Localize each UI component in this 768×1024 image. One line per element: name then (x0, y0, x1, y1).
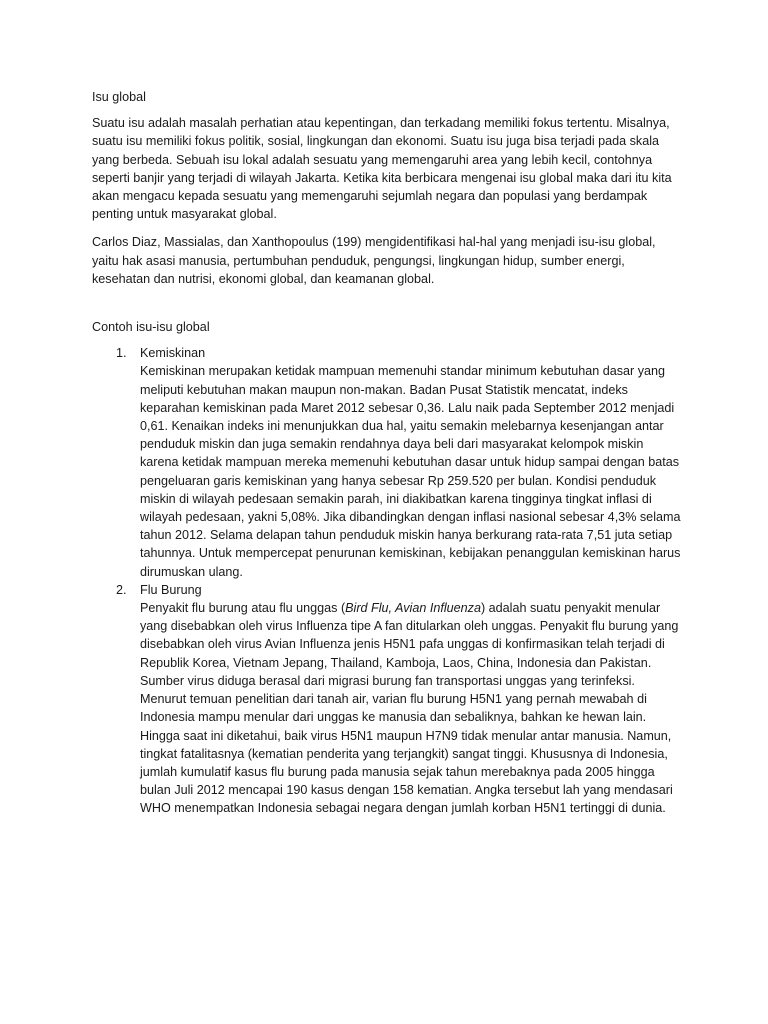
list-item-number: 2. (116, 582, 127, 597)
list-item-flu-burung (92, 581, 682, 818)
section-title: Contoh isu-isu global (92, 320, 210, 335)
list-item-number: 1. (116, 346, 127, 361)
list-item-body (140, 599, 682, 817)
body-text-end: ) adalah suatu penyakit menular yang disebabkan oleh virus Influenza tipe A fan ditularkan oleh unggas. Penyakit flu burung yang disebabkan oleh virus Avian Influenza jenis H5N1 pafa unggas di konfirmasikan telah terjadi di Republik Korea, Vietnam Jepang, Thailand, Kamboja, Laos, China, Indonesia dan Pakistan. Sumber virus diduga berasal dari migrasi burung fan transportasi unggas yang terinfeksi. Menurut temuan penelitian dari tanah air, varian flu burung H5N1 yang pernah mewabah di Indonesia mampu menular dari unggas ke manusia dan sebaliknya, bahkan ke hewan lain. Hingga saat ini diketahui, baik virus H5N1 maupun H7N9 tidak menular antar manusia. Namun, tingkat fatalitasnya (kematian penderita yang terjangkit) sangat tinggi. Khususnya di Indonesia, jumlah kumulatif kasus flu burung pada manusia sejak tahun merebaknya pada 2005 hingga bulan Juli 2012 mencapai 190 kasus dengan 158 kematian. Angka tersebut lah yang mendasari WHO menempatkan Indonesia sebagai negara dengan jumlah korban H5N1 tertinggi di dunia. (140, 601, 679, 816)
list-item-body: Kemiskinan merupakan ketidak mampuan memenuhi standar minimum kebutuhan dasar yang meliputi kebutuhan makan maupun non-makan. Badan Pusat Statistik mencatat, indeks keparahan kemiskinan pada Maret 2012 sebesar 0,36. Lalu naik pada September 2012 menjadi 0,61. Kenaikan indeks ini menunjukkan dua hal, yaitu semakin melebarnya kesenjangan antar penduduk miskin dan juga semakin rendahnya daya beli dari masyarakat kelompok miskin karena ketidak mampuan mereka memenuhi kebutuhan dasar untuk hidup sampai dengan batas pengeluaran garis kemiskinan yang hanya sebesar Rp 259.520 per bulan. Kondisi penduduk miskin di wilayah pedesaan semakin parah, ini diakibatkan karena tingginya tingkat inflasi di wilayah pedesaan, yakni 5,08%. Jika dibandingkan dengan inflasi nasional sebesar 4,3% selama tahun 2012. Selama delapan tahun penduduk miskin hanya berkurang rata-rata 7,51 juta setiap tahunnya. Untuk mempercepat penurunan kemiskinan, kebijakan penanggulan kemiskinan harus dirumuskan ulang. (140, 364, 681, 579)
document-content (92, 88, 682, 818)
examples-list (92, 344, 682, 817)
issues-paragraph: Carlos Diaz, Massialas, dan Xanthopoulus (199) mengidentifikasi hal-hal yang menjadi isu-isu global, yaitu hak asasi manusia, pertumbuhan penduduk, pengungsi, lingkungan hidup, sumber energi, kesehatan dan nutrisi, ekonomi global, dan keamanan global. (92, 235, 656, 286)
intro-paragraph: Suatu isu adalah masalah perhatian atau kepentingan, dan terkadang memiliki fokus tertentu. Misalnya, suatu isu memiliki fokus politik, sosial, lingkungan dan ekonomi. Suatu isu juga bisa terjadi pada skala yang berbeda. Sebuah isu lokal adalah sesuatu yang memengaruhi area yang lebih kecil, contohnya seperti banjir yang terjadi di wilayah Jakarta. Ketika kita berbicara mengenai isu global maka dari itu kita akan mengacu kepada sesuatu yang memengaruhi sejumlah negara dan populasi yang berdampak penting untuk masyarakat global. (92, 116, 672, 222)
list-item-kemiskinan (92, 344, 682, 581)
list-item-title: Flu Burung (140, 582, 202, 597)
body-italic-term: Bird Flu, Avian Influenza (345, 601, 481, 616)
document-title: Isu global (92, 90, 146, 104)
list-item-title: Kemiskinan (140, 346, 206, 361)
body-text-start: Penyakit flu burung atau flu unggas ( (140, 601, 346, 616)
section-gap (92, 298, 682, 318)
